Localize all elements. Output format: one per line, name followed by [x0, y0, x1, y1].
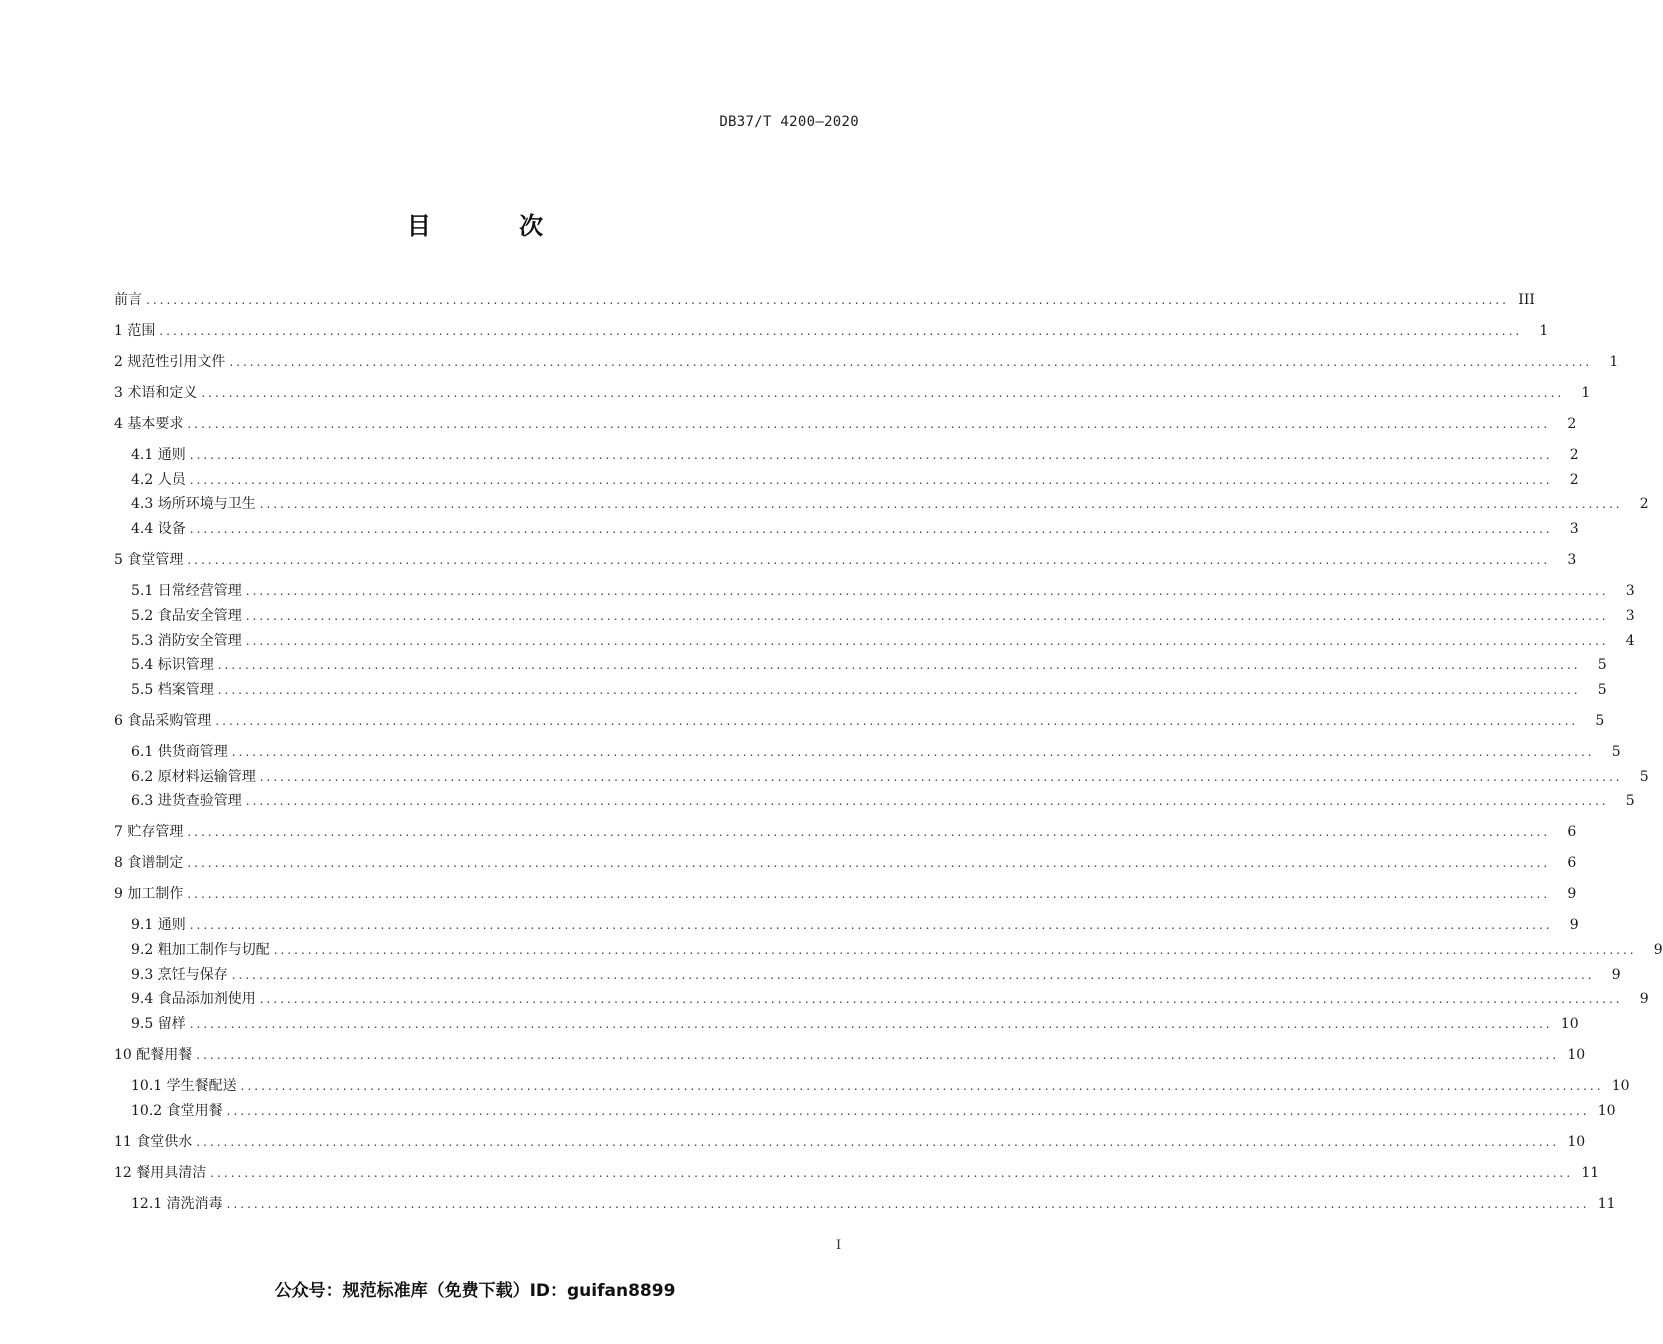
toc-leader-dots: ........................................................................................................................................................................................................: [187, 856, 1551, 871]
page-number: I: [836, 1238, 842, 1253]
toc-entry-page: 3: [1567, 552, 1577, 569]
toc-entry-page: 3: [1625, 583, 1635, 600]
toc-entry[interactable]: [114, 287, 1535, 309]
toc-entry-page: 10: [1567, 1133, 1586, 1150]
toc-subentry[interactable]: [131, 1098, 1616, 1120]
toc-leader-dots: ........................................................................................................................................................................................................: [201, 386, 1565, 400]
toc-entry[interactable]: [114, 380, 1591, 402]
toc-subentry[interactable]: [131, 739, 1621, 761]
toc-entry[interactable]: [114, 318, 1549, 340]
toc-subentry[interactable]: [131, 1011, 1579, 1033]
toc-entry-page: 10: [1597, 1102, 1616, 1119]
toc-subentry[interactable]: [131, 491, 1649, 513]
toc-entry-label: 9.2 粗加工制作与切配: [131, 942, 270, 958]
toc-subentry[interactable]: [131, 764, 1649, 786]
toc-leader-dots: ........................................................................................................................................................................................................: [189, 472, 1553, 487]
toc-entry-label: 5.4 标识管理: [131, 657, 214, 674]
toc-entry-label: 11 食堂供水: [114, 1133, 193, 1150]
toc-entry-page: 3: [1569, 521, 1579, 538]
toc-entry-page: 5: [1625, 793, 1635, 810]
toc-entry-page: 5: [1597, 657, 1607, 674]
toc-entry-label: 3 术语和定义: [114, 385, 198, 401]
toc-entry-label: 9.3 烹饪与保存: [131, 966, 228, 983]
toc-entry-page: 2: [1569, 471, 1579, 488]
toc-entry-page: 10: [1560, 1016, 1579, 1033]
toc-leader-dots: ........................................................................................................................................................................................................: [259, 497, 1623, 512]
toc-leader-dots: ........................................................................................................................................................................................................: [196, 1048, 1560, 1063]
toc-leader-dots: ........................................................................................................................................................................................................: [231, 744, 1595, 759]
toc-entry[interactable]: [114, 411, 1577, 433]
toc-entry-page: 10: [1567, 1047, 1586, 1064]
toc-leader-dots: ........................................................................................................................................................................................................: [240, 1079, 1604, 1094]
toc-subentry[interactable]: [131, 578, 1635, 600]
toc-entry-page: 6: [1567, 855, 1577, 872]
toc-subentry[interactable]: [131, 467, 1579, 489]
toc-entry-page: 3: [1625, 607, 1635, 624]
toc-entry[interactable]: [114, 547, 1577, 569]
toc-entry-page: 11: [1581, 1164, 1600, 1181]
toc-entry-page: 9: [1639, 991, 1649, 1008]
toc-entry-label: 4.4 设备: [131, 521, 186, 538]
toc-entry-label: 6.3 进货查验管理: [131, 793, 242, 810]
toc-leader-dots: ........................................................................................................................................................................................................: [229, 355, 1593, 369]
toc-entry-label: 9.5 留样: [131, 1016, 186, 1033]
toc-leader-dots: ........................................................................................................................................................................................................: [189, 918, 1553, 933]
toc-leader-dots: ........................................................................................................................................................................................................: [187, 553, 1551, 568]
toc-leader-dots: ........................................................................................................................................................................................................: [245, 794, 1609, 809]
toc-entry-label: 6 食品采购管理: [114, 712, 212, 729]
page-title: 目 次: [406, 212, 584, 240]
toc-entry-page: III: [1518, 292, 1535, 308]
toc-subentry[interactable]: [131, 986, 1649, 1008]
toc-entry-page: 9: [1611, 966, 1621, 983]
toc-entry-page: 1: [1581, 385, 1591, 401]
toc-entry-label: 10 配餐用餐: [114, 1047, 193, 1064]
toc-subentry[interactable]: [131, 652, 1607, 674]
toc-leader-dots: ........................................................................................................................................................................................................: [259, 992, 1623, 1007]
toc-entry-label: 5.2 食品安全管理: [131, 607, 242, 624]
toc-entry-label: 5.5 档案管理: [131, 681, 214, 698]
toc-leader-dots: ........................................................................................................................................................................................................: [226, 1196, 1590, 1211]
toc-entry-page: 11: [1597, 1195, 1616, 1212]
toc-leader-dots: ........................................................................................................................................................................................................: [215, 713, 1579, 728]
toc-leader-dots: ........................................................................................................................................................................................................: [159, 324, 1523, 338]
toc-entry[interactable]: [114, 708, 1605, 730]
toc-leader-dots: ........................................................................................................................................................................................................: [273, 943, 1637, 957]
toc-leader-dots: ........................................................................................................................................................................................................: [259, 769, 1623, 784]
toc-entry-page: 1: [1539, 323, 1549, 339]
toc-entry-label: 9.4 食品添加剂使用: [131, 991, 256, 1008]
toc-subentry[interactable]: [131, 788, 1635, 810]
toc-leader-dots: ........................................................................................................................................................................................................: [210, 1165, 1574, 1180]
toc-entry-page: 2: [1639, 496, 1649, 513]
toc-leader-dots: ........................................................................................................................................................................................................: [226, 1103, 1590, 1118]
toc-entry[interactable]: [114, 349, 1619, 371]
toc-entry-label: 1 范围: [114, 323, 156, 339]
toc-subentry[interactable]: [131, 912, 1579, 934]
toc-subentry[interactable]: [131, 1191, 1616, 1213]
toc-leader-dots: ........................................................................................................................................................................................................: [189, 522, 1553, 537]
toc-entry-page: 9: [1653, 942, 1663, 958]
toc-leader-dots: ........................................................................................................................................................................................................: [231, 967, 1595, 982]
toc-entry-page: 9: [1569, 917, 1579, 934]
toc-entry-label: 12.1 清洗消毒: [131, 1195, 223, 1212]
toc-entry-label: 前言: [114, 292, 142, 308]
toc-entry-label: 4.2 人员: [131, 471, 186, 488]
toc-leader-dots: ........................................................................................................................................................................................................: [187, 825, 1551, 840]
toc-entry-label: 9.1 通则: [131, 917, 186, 934]
toc-entry-label: 4.3 场所环境与卫生: [131, 496, 256, 513]
toc-entry-label: 12 餐用具清洁: [114, 1164, 207, 1181]
toc-entry[interactable]: [114, 881, 1577, 903]
toc-entry-label: 5.3 消防安全管理: [131, 632, 242, 649]
toc-leader-dots: ........................................................................................................................................................................................................: [217, 658, 1581, 673]
toc-entry-page: 5: [1595, 712, 1605, 729]
toc-entry-label: 10.1 学生餐配送: [131, 1078, 237, 1095]
toc-leader-dots: ........................................................................................................................................................................................................: [189, 1017, 1553, 1032]
toc-entry-label: 7 贮存管理: [114, 824, 184, 841]
toc-entry-page: 4: [1625, 632, 1635, 649]
toc-subentry[interactable]: [131, 937, 1663, 959]
toc-entry-label: 2 规范性引用文件: [114, 354, 226, 370]
toc-entry[interactable]: [114, 1042, 1586, 1064]
toc-entry-label: 4.1 通则: [131, 447, 186, 463]
toc-entry[interactable]: [114, 850, 1577, 872]
toc-entry-label: 5 食堂管理: [114, 552, 184, 569]
toc-entry-label: 6.1 供货商管理: [131, 743, 228, 760]
toc-leader-dots: ........................................................................................................................................................................................................: [146, 293, 1509, 307]
toc-entry-page: 5: [1611, 743, 1621, 760]
toc-leader-dots: ........................................................................................................................................................................................................: [245, 608, 1609, 623]
toc-leader-dots: ........................................................................................................................................................................................................: [245, 633, 1609, 648]
toc-leader-dots: ........................................................................................................................................................................................................: [187, 887, 1551, 902]
toc-subentry[interactable]: [131, 603, 1635, 625]
toc-entry[interactable]: [114, 1160, 1600, 1182]
toc-entry-label: 10.2 食堂用餐: [131, 1102, 223, 1119]
toc-entry-page: 2: [1569, 447, 1579, 463]
toc-subentry[interactable]: [131, 442, 1579, 464]
document-code: DB37/T 4200—2020: [719, 114, 859, 130]
toc-subentry[interactable]: [131, 1073, 1630, 1095]
toc-subentry[interactable]: [131, 628, 1635, 650]
toc-leader-dots: ........................................................................................................................................................................................................: [189, 448, 1553, 462]
toc-entry[interactable]: [114, 1129, 1586, 1151]
toc-entry-label: 4 基本要求: [114, 416, 184, 432]
toc-entry-label: 8 食谱制定: [114, 855, 184, 872]
toc-subentry[interactable]: [131, 962, 1621, 984]
toc-entry-label: 6.2 原材料运输管理: [131, 768, 256, 785]
toc-subentry[interactable]: [131, 677, 1607, 699]
toc-entry-page: 2: [1567, 416, 1577, 432]
toc-leader-dots: ........................................................................................................................................................................................................: [196, 1134, 1560, 1149]
toc-leader-dots: ........................................................................................................................................................................................................: [217, 682, 1581, 697]
toc-leader-dots: ........................................................................................................................................................................................................: [245, 584, 1609, 599]
toc-entry-page: 6: [1567, 824, 1577, 841]
toc-entry-page: 10: [1611, 1078, 1630, 1095]
toc-entry-page: 9: [1567, 886, 1577, 903]
toc-entry-label: 5.1 日常经营管理: [131, 583, 242, 600]
toc-entry-page: 1: [1609, 354, 1619, 370]
toc-leader-dots: ........................................................................................................................................................................................................: [187, 417, 1551, 431]
toc-entry-page: 5: [1639, 768, 1649, 785]
toc-entry[interactable]: [114, 819, 1577, 841]
toc-entry-page: 5: [1597, 681, 1607, 698]
toc-subentry[interactable]: [131, 516, 1579, 538]
watermark-text: 公众号：规范标准库（免费下载）ID：guifan8899: [274, 1281, 676, 1301]
toc-entry-label: 9 加工制作: [114, 886, 184, 903]
